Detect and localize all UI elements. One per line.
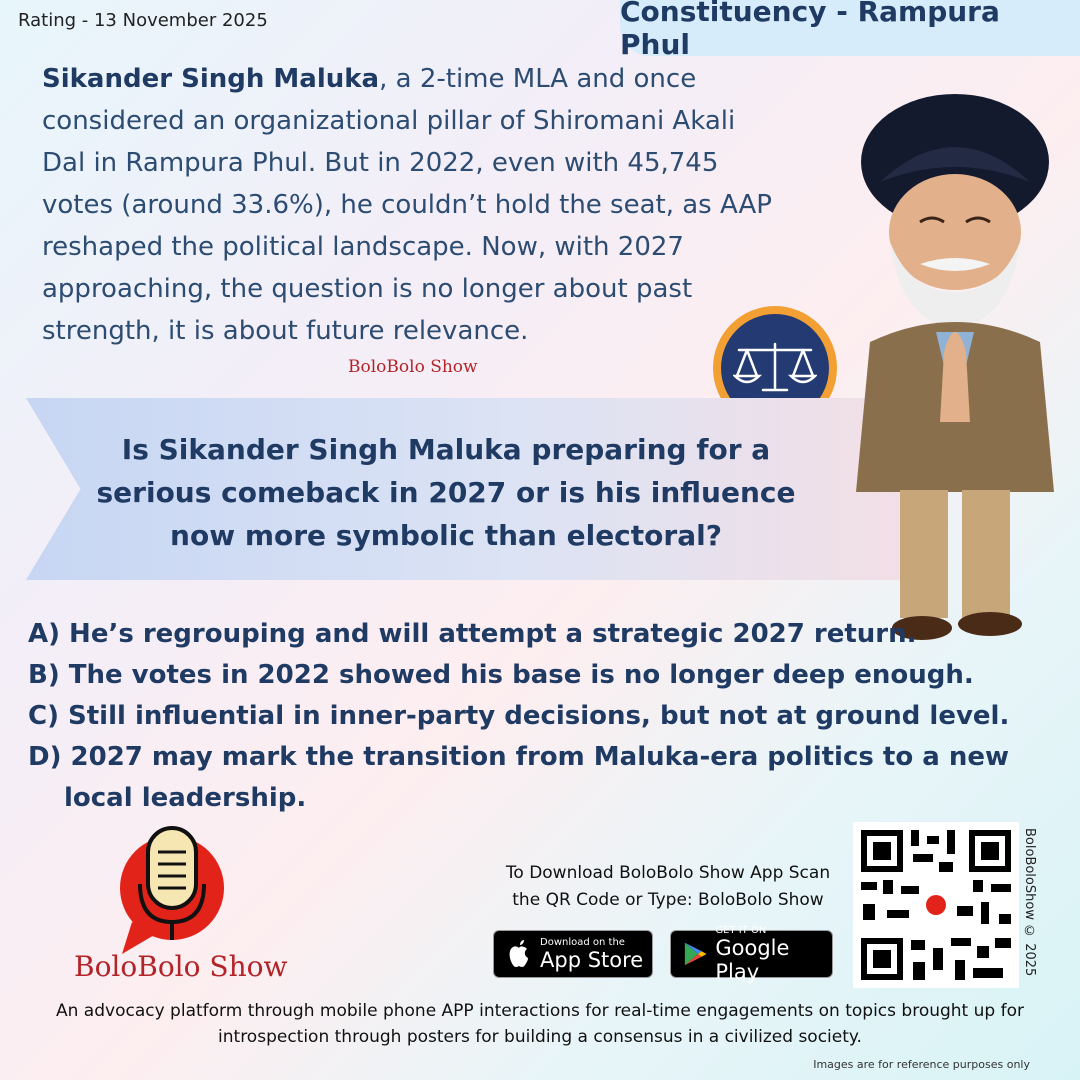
qr-code[interactable] [853, 822, 1019, 988]
intro-name: Sikander Singh Maluka [42, 64, 380, 94]
microphone-icon [112, 822, 232, 962]
intro-text: , a 2-time MLA and once considered an organizational pillar of Shiromani Akali Dal in Rampura Phul. But in 2022, even with 45,745 votes (around 33.6%), he couldn’t hold the seat, as AAP reshaped the political landscape. Now, with 2027 approaching, the question is no longer about past strength, it is about future relevance. [42, 64, 772, 346]
google-play-large: Google Play [715, 935, 790, 984]
constituency-tab [620, 0, 1080, 61]
download-instructions: To Download BoloBolo Show App Scan the QR Code or Type: BoloBolo Show [505, 863, 831, 910]
caricature-figure [840, 92, 1070, 652]
intro-paragraph [42, 58, 782, 352]
app-store-large: App Store [540, 947, 644, 972]
option-d[interactable]: D) 2027 may mark the transition from Maluka-era politics to a new local leadership. [28, 742, 1009, 813]
watermark-logo: BoloBolo Show [348, 357, 478, 377]
disclaimer: Images are for reference purposes only [813, 1058, 1030, 1071]
rating-date: Rating - 13 November 2025 [18, 10, 268, 31]
poll-question: Is Sikander Singh Maluka preparing for a serious comeback in 2027 or is his influence now more symbolic than electoral? [96, 433, 796, 552]
app-store-small: Download on the [540, 936, 625, 948]
scales-icon [733, 338, 817, 398]
brand-name: BoloBolo Show [74, 950, 288, 983]
google-play-small: GET IT ON [715, 924, 767, 936]
footer-description: An advocacy platform through mobile phone APP interactions for real-time engagements on topics brought up for introspection through posters for building a consensus in a civilized society. [56, 1001, 1024, 1047]
option-a[interactable]: A) He’s regrouping and will attempt a strategic 2027 return. [28, 619, 917, 649]
constituency-label: Constituency - Rampura Phul [620, 0, 1000, 61]
google-play-button[interactable] [670, 924, 833, 984]
google-play-icon [683, 940, 707, 968]
option-c[interactable]: C) Still influential in inner-party decisions, but not at ground level. [28, 701, 1010, 731]
option-b[interactable]: B) The votes in 2022 showed his base is no longer deep enough. [28, 660, 974, 690]
copyright-note: BoloBoloShow © 2025 [1022, 828, 1037, 977]
app-store-button[interactable] [493, 930, 653, 978]
poll-options [28, 614, 1048, 819]
apple-icon [506, 939, 532, 969]
